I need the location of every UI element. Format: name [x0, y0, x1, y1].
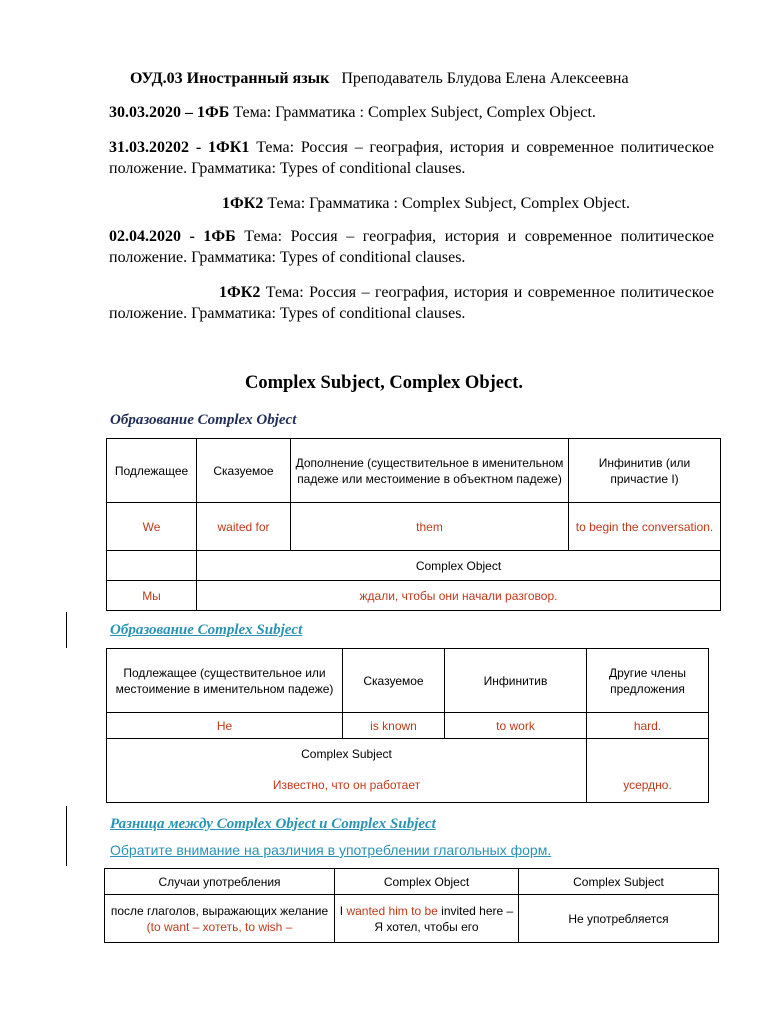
example-cell: to work [445, 713, 587, 739]
complex-object-table [106, 438, 721, 611]
entry-group: 1ФК2 [219, 284, 261, 301]
construction-label: Complex Subject [107, 739, 587, 769]
construction-label: Complex Object [197, 551, 721, 581]
schedule-entry-1 [109, 102, 714, 123]
table-header-cell: Инфинитив (или причастие I) [569, 439, 721, 503]
table-row [107, 713, 709, 739]
complex-subject-table [106, 648, 709, 803]
entry-date: 31.03.20202 - 1ФК1 [109, 139, 250, 156]
table-row [107, 551, 721, 581]
translation-cell: Известно, что он работает [107, 769, 587, 803]
table-header-cell: Дополнение (существительное в именительном падеже или местоимение в объектном падеже) [291, 439, 569, 503]
usage-case-cell [105, 895, 335, 943]
example-text: invited here – Я хотел, чтобы его [374, 903, 514, 934]
table-header-cell: Инфинитив [445, 649, 587, 713]
schedule-entry-4 [109, 226, 714, 268]
entry-topic: Тема: Россия – география, история и современное политическое положение. Грамматика: Types of conditional clauses. [109, 284, 714, 322]
table-header-cell: Сказуемое [343, 649, 445, 713]
section-heading-complex-object: Образование Complex Object [110, 412, 297, 428]
table-header-cell: Complex Subject [519, 869, 719, 895]
example-cell: them [291, 503, 569, 551]
example-cell: waited for [197, 503, 291, 551]
translation-cell: ждали, чтобы они начали разговор. [197, 581, 721, 611]
course-line [130, 68, 730, 89]
table-row [107, 439, 721, 503]
empty-cell [587, 739, 709, 769]
example-cell: is known [343, 713, 445, 739]
section-heading-difference: Разница между Complex Object и Complex Subject [110, 816, 436, 832]
complex-object-example [335, 895, 519, 943]
schedule-entry-2 [109, 137, 714, 179]
table-header-cell: Complex Object [335, 869, 519, 895]
table-header-cell: Другие члены предложения [587, 649, 709, 713]
table-header-cell: Сказуемое [197, 439, 291, 503]
schedule-entry-5 [109, 282, 714, 324]
entry-topic: Тема: Грамматика : Complex Subject, Complex Object. [263, 195, 630, 212]
attention-note: Обратите внимание на различия в употреблении глагольных форм. [110, 842, 552, 858]
example-cell: to begin the conversation. [569, 503, 721, 551]
entry-group: 1ФК2 [222, 195, 264, 212]
course-name: ОУД.03 Иностранный язык [130, 70, 330, 87]
section-heading-complex-subject: Образование Complex Subject [110, 622, 303, 638]
entry-date: 02.04.2020 - 1ФБ [109, 228, 236, 245]
table-row [107, 503, 721, 551]
entry-topic: Тема: Россия – география, история и современное политическое положение. Грамматика: Types of conditional clauses. [109, 228, 714, 266]
difference-table [104, 868, 719, 943]
text-cursor [66, 806, 67, 866]
entry-topic: Тема: Россия – география, история и современное политическое положение. Грамматика: Types of conditional clauses. [109, 139, 715, 177]
entry-date: 30.03.2020 – 1ФБ [109, 104, 230, 121]
table-header-cell: Подлежащее (существительное или местоимение в именительном падеже) [107, 649, 343, 713]
schedule-entry-3 [222, 193, 722, 214]
entry-topic: Тема: Грамматика : Complex Subject, Complex Object. [229, 104, 596, 121]
table-row [107, 581, 721, 611]
table-header-cell: Случаи употребления [105, 869, 335, 895]
main-title: Complex Subject, Complex Object. [245, 373, 523, 393]
usage-verbs: (to want – хотеть, to wish – [146, 919, 293, 934]
empty-cell [107, 551, 197, 581]
table-row [107, 769, 709, 803]
table-row [105, 895, 719, 943]
table-header-cell: Подлежащее [107, 439, 197, 503]
example-highlight: wanted him to be [346, 903, 438, 918]
example-text: I [339, 903, 347, 918]
table-row [107, 649, 709, 713]
usage-text: после глаголов, выражающих желание [110, 903, 329, 918]
complex-subject-example: Не употребляется [519, 895, 719, 943]
table-row [107, 739, 709, 769]
example-cell: We [107, 503, 197, 551]
example-cell: He [107, 713, 343, 739]
translation-subject: Мы [107, 581, 197, 611]
text-cursor [66, 612, 67, 648]
translation-other: усердно. [587, 769, 709, 803]
example-cell: hard. [587, 713, 709, 739]
table-row [105, 869, 719, 895]
teacher-name: Преподаватель Блудова Елена Алексеевна [341, 70, 629, 87]
